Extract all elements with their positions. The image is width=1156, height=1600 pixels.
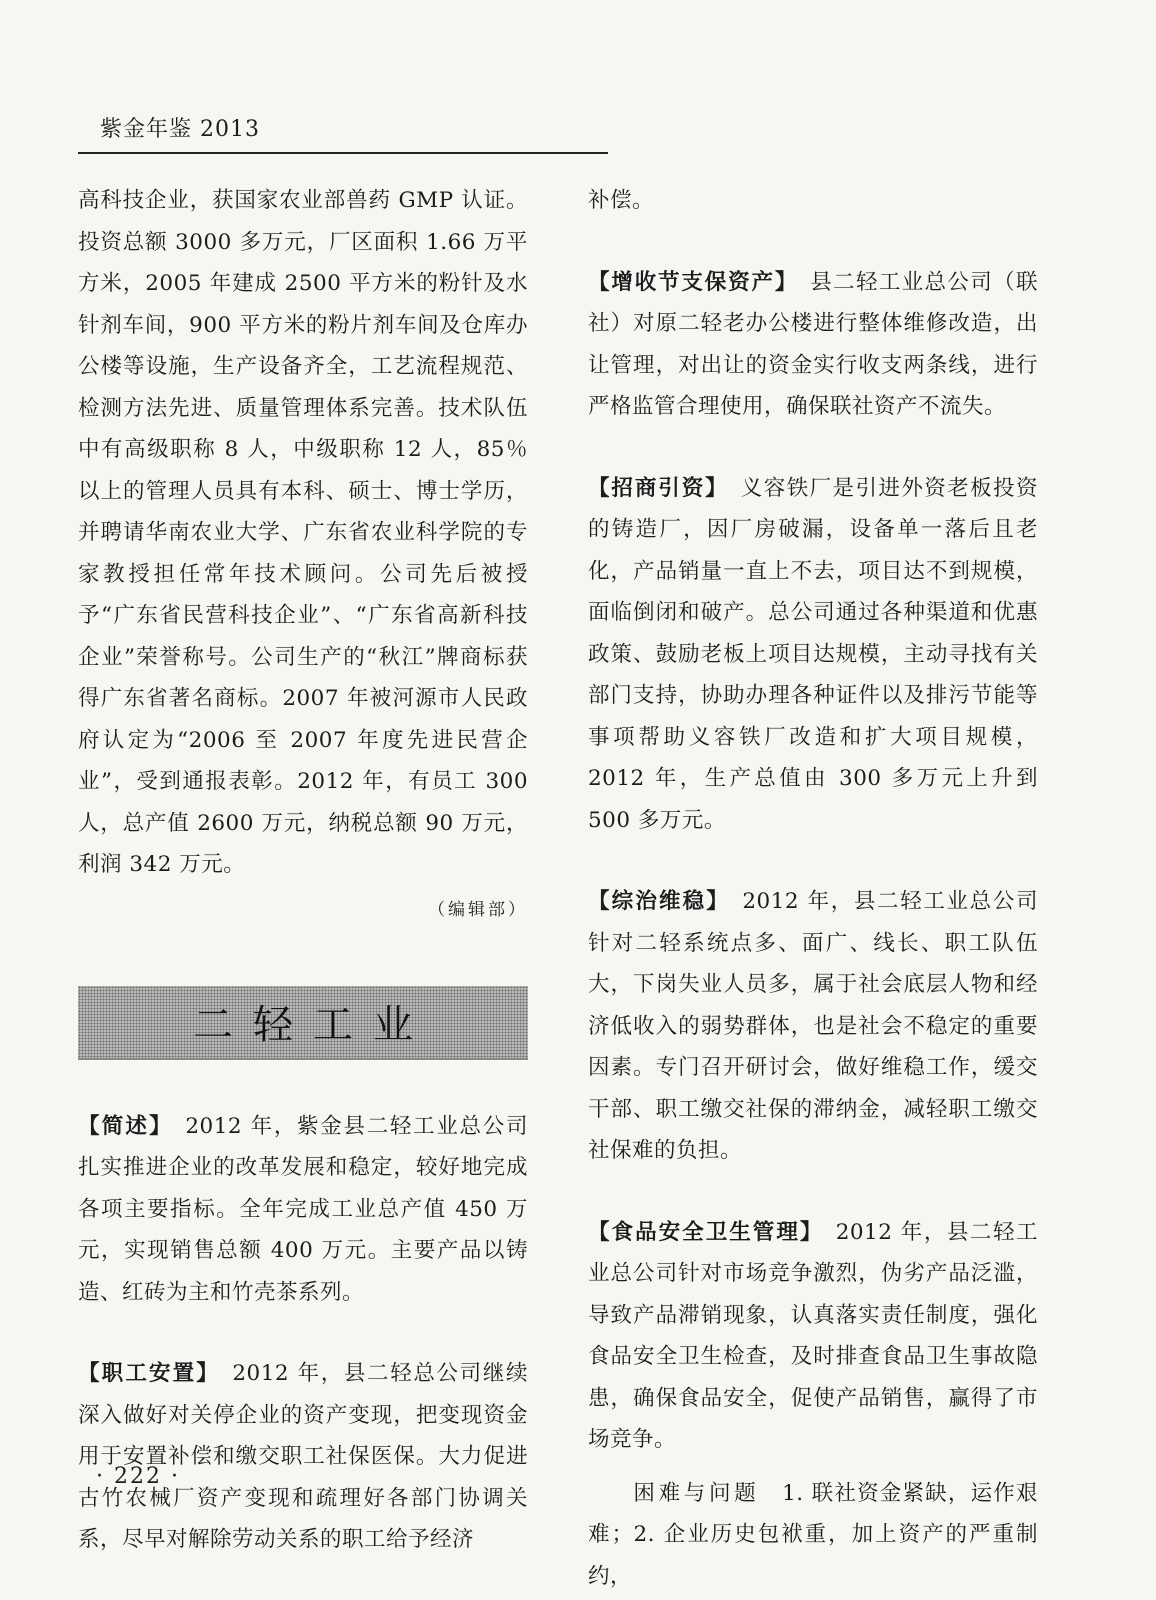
food-safety-paragraph [588, 1212, 1038, 1461]
food-safety-text: 2012 年，县二轻工业总公司针对市场竞争激烈，伪劣产品泛滥，导致产品滞销现象，认真落实责任制度，强化食品安全卫生检查，及时排查食品卫生事故隐患，确保食品安全，促使产品销售，赢得了市场竞争。 [588, 1219, 1038, 1452]
overview-text: 2012 年，紫金县二轻工业总公司扎实推进企业的改革发展和稳定，较好地完成各项主要指标。全年完成工业总产值 450 万元，实现销售总额 400 万元。主要产品以铸造、红砖为主和竹壳茶系列。 [78, 1113, 528, 1305]
investment-text: 义容铁厂是引进外资老板投资的铸造厂，因厂房破漏，设备单一落后且老化，产品销量一直上不去，项目达不到规模，面临倒闭和破产。总公司通过各种渠道和优惠政策、鼓励老板上项目达规模，主动寻找有关部门支持，协助办理各种证件以及排污节能等事项帮助义容铁厂改造和扩大项目规模，2012 年，生产总值由 300 多万元上升到 500 多万元。 [588, 475, 1038, 833]
food-safety-keyword: 【食品安全卫生管理】 [588, 1219, 813, 1245]
stability-text: 2012 年，县二轻工业总公司针对二轻系统点多、面广、线长、职工队伍大，下岗失业人员多，属于社会底层人物和经济低收入的弱势群体，也是社会不稳定的重要因素。专门召开研讨会，做好维稳工作，缓交干部、职工缴交社保的滞纳金，减轻职工缴交社保难的负担。 [588, 889, 1038, 1163]
assets-keyword: 【增收节支保资产】 [588, 269, 788, 295]
staff-text: 2012 年，县二轻总公司继续深入做好对关停企业的资产变现，把变现资金用于安置补偿和缴交职工社保医保。大力促进古竹农械厂资产变现和疏理好各部门协调关系，尽早对解除劳动关系的职工给予经济 [78, 1361, 528, 1552]
stability-keyword: 【综治维稳】 [588, 889, 720, 914]
right-column [588, 180, 1038, 1597]
staff-paragraph [78, 1353, 528, 1561]
editor-note: （编辑部） [428, 899, 528, 920]
problems-paragraph [588, 1473, 1038, 1598]
overview-paragraph [78, 1106, 528, 1314]
assets-paragraph [588, 262, 1038, 428]
header-rule [78, 152, 608, 154]
continuation-paragraph: 补偿。 [588, 188, 655, 213]
section-banner [78, 986, 528, 1060]
running-head: 紫金年鉴 2013 [100, 117, 260, 142]
investment-paragraph [588, 468, 1038, 842]
section-title: 二轻工业 [193, 1002, 433, 1048]
investment-keyword: 【招商引资】 [588, 475, 718, 501]
intro-paragraph: 高科技企业，获国家农业部兽药 GMP 认证。投资总额 3000 多万元，厂区面积 1.66 万平方米，2005 年建成 2500 平方米的粉针及水针剂车间，900 平方米的粉片剂车间及仓库办公楼等设施，生产设备齐全，工艺流程规范、检测方法先进、质量管理体系完善。技术队伍中有高级职称 8 人，中级职称 12 人，85％以上的管理人员具有本科、硕士、博士学历，并聘请华南农业大学、广东省农业科学院的专家教授担任常年技术顾问。公司先后被授予“广东省民营科技企业”、“广东省高新科技企业”荣誉称号。公司生产的“秋江”牌商标获得广东省著名商标。2007 年被河源市人民政府认定为“2006 至 2007 年度先进民营企业”，受到通报表彰。2012 年，有员工 300 人，总产值 2600 万元，纳税总额 90 万元，利润 342 万元。 [78, 188, 528, 877]
staff-keyword: 【职工安置】 [78, 1361, 210, 1386]
stability-paragraph [588, 881, 1038, 1172]
problems-text: 1. 联社资金紧缺，运作艰难；2. 企业历史包袱重，加上资产的严重制约， [588, 1480, 1038, 1589]
left-column [78, 180, 528, 1561]
page-number: · 222 · [96, 1464, 180, 1489]
problems-label: 困难与问题 [633, 1480, 760, 1506]
assets-text: 县二轻工业总公司（联社）对原二轻老办公楼进行整体维修改造，出让管理，对出让的资金实行收支两条线，进行严格监管合理使用，确保联社资产不流失。 [588, 269, 1038, 419]
overview-keyword: 【简述】 [78, 1113, 163, 1139]
